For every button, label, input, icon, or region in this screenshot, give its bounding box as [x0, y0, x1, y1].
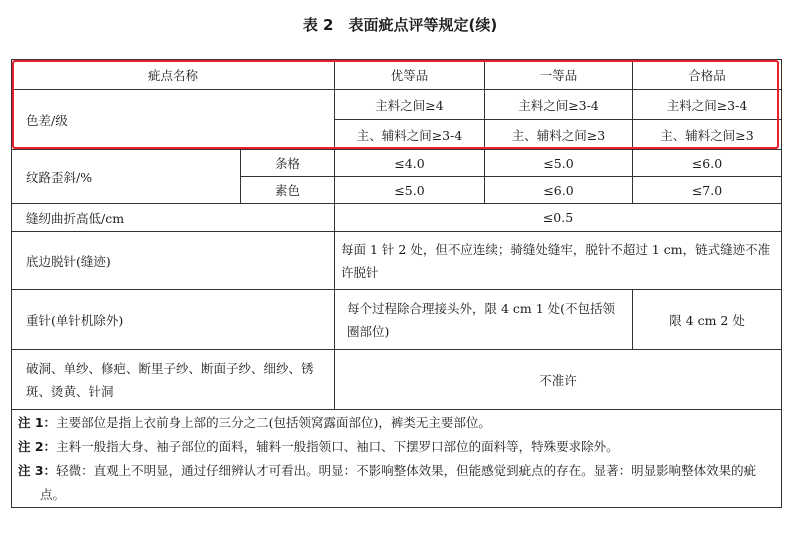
skew-stripe-qualified: ≤6.0 [633, 150, 782, 177]
seam-height-label: 缝纫曲折高低/cm [12, 204, 335, 232]
skew-stripe-superior: ≤4.0 [335, 150, 485, 177]
color-diff-label: 色差/级 [12, 90, 335, 150]
note-text: 主要部位是指上衣前身上部的三分之二(包括领窝露面部位)，裤类无主要部位。 [56, 414, 491, 430]
seam-height-value: ≤0.5 [335, 204, 782, 232]
header-grade-qualified: 合格品 [633, 60, 782, 90]
header-row [12, 60, 782, 90]
seam-height-row [12, 204, 782, 232]
double-stitch-qualified-value: 限 4 cm 2 处 [633, 290, 782, 350]
header-grade-superior: 优等品 [335, 60, 485, 90]
color-diff-first-main: 主料之间≥3-4 [485, 90, 633, 120]
color-diff-row-1 [12, 90, 782, 120]
color-diff-qualified-main: 主料之间≥3-4 [633, 90, 782, 120]
skew-plain-first: ≤6.0 [485, 177, 633, 204]
skew-stripe-label: 条格 [241, 150, 335, 177]
notes-row [12, 410, 782, 508]
color-diff-superior-aux: 主、辅料之间≥3-4 [335, 120, 485, 150]
hem-drop-row [12, 232, 782, 290]
defect-grading-table [11, 59, 782, 508]
note-item [18, 459, 775, 507]
note-item [18, 411, 775, 435]
header-grade-first: 一等品 [485, 60, 633, 90]
note-tag: 注 1： [18, 414, 57, 430]
note-tag: 注 3： [18, 462, 57, 478]
note-tag: 注 2： [18, 438, 57, 454]
skew-stripe-first: ≤5.0 [485, 150, 633, 177]
note-text: 轻微：直观上不明显，通过仔细辨认才可看出。明显：不影响整体效果，但能感觉到疵点的存在。显著：明显影响整体效果的疵点。 [40, 462, 757, 502]
skew-plain-label: 素色 [241, 177, 335, 204]
hem-drop-label: 底边脱针(缝迹) [12, 232, 335, 290]
color-diff-superior-main: 主料之间≥4 [335, 90, 485, 120]
hem-drop-value: 每面 1 针 2 处，但不应连续；骑缝处缝牢，脱针不超过 1 cm，链式缝迹不准许脱针 [335, 232, 782, 290]
defects-value: 不准许 [335, 350, 782, 410]
double-stitch-label: 重针(单针机除外) [12, 290, 335, 350]
skew-plain-qualified: ≤7.0 [633, 177, 782, 204]
color-diff-qualified-aux: 主、辅料之间≥3 [633, 120, 782, 150]
double-stitch-main-value: 每个过程除合理接头外，限 4 cm 1 处(不包括领圈部位) [335, 290, 633, 350]
defects-row [12, 350, 782, 410]
notes-cell [12, 410, 782, 508]
skew-label: 纹路歪斜/% [12, 150, 241, 204]
skew-plain-superior: ≤5.0 [335, 177, 485, 204]
header-defect-name: 疵点名称 [12, 60, 335, 90]
table-title: 表 2 表面疵点评等规定(续) [302, 16, 498, 34]
defects-label: 破洞、单纱、修疤、断里子纱、断面子纱、细纱、锈斑、烫黄、针洞 [12, 350, 335, 410]
color-diff-first-aux: 主、辅料之间≥3 [485, 120, 633, 150]
note-item [18, 435, 775, 459]
note-text: 主料一般指大身、袖子部位的面料，辅料一般指领口、袖口、下摆罗口部位的面料等，特殊要求除外。 [56, 438, 619, 454]
skew-stripe-row [12, 150, 782, 177]
double-stitch-row [12, 290, 782, 350]
